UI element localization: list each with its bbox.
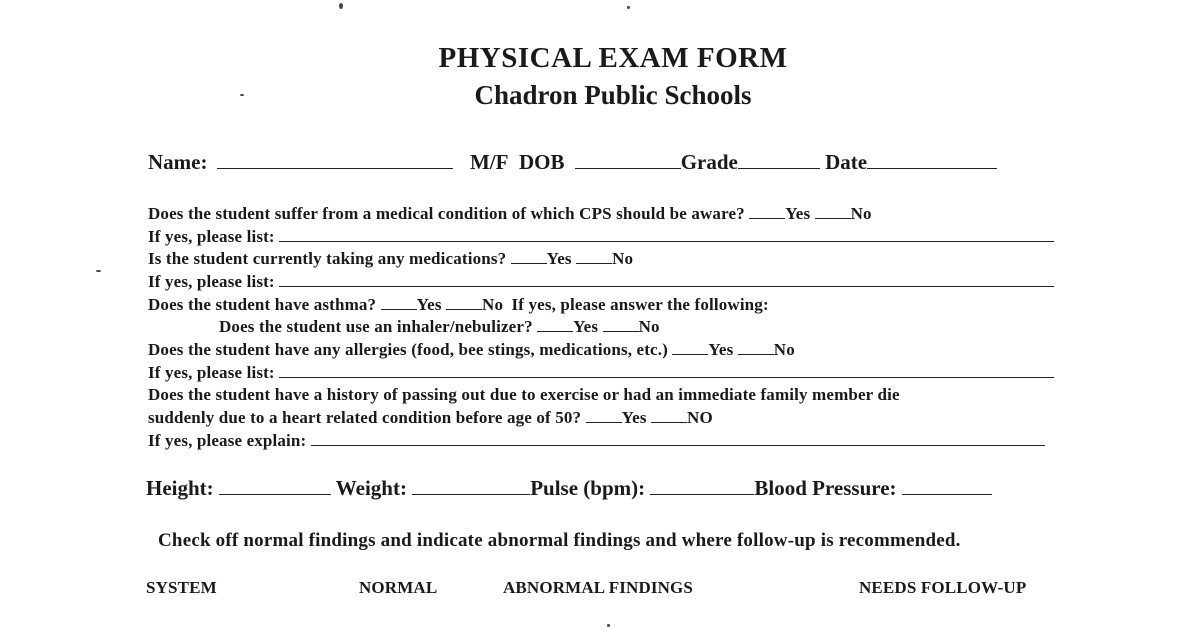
name-field[interactable]	[217, 167, 453, 169]
q3-no-blank[interactable]	[446, 308, 482, 310]
question-text: Does the student use an inhaler/nebulizer?	[219, 317, 533, 336]
school-name: Chadron Public Schools	[474, 80, 752, 110]
q2-yes-blank[interactable]	[511, 262, 547, 264]
q1-list-field[interactable]	[279, 240, 1054, 242]
yes-label: Yes	[785, 204, 811, 223]
question-text: Does the student have any allergies (food, bee stings, medications, etc.)	[148, 340, 668, 359]
q3-yes-blank[interactable]	[381, 308, 417, 310]
column-header-follow-up: NEEDS FOLLOW-UP	[859, 578, 1027, 597]
pulse-label: Pulse (bpm):	[530, 476, 646, 500]
list-line	[148, 363, 1054, 383]
no-label: No	[482, 295, 504, 314]
q5-explain-field[interactable]	[311, 444, 1045, 446]
dob-field[interactable]	[575, 167, 681, 169]
no-label: No	[612, 249, 634, 268]
q1-yes-blank[interactable]	[749, 217, 785, 219]
date-field[interactable]	[867, 167, 997, 169]
list-line	[148, 227, 1054, 247]
bp-label: Blood Pressure:	[754, 476, 897, 500]
q4-yes-blank[interactable]	[672, 353, 708, 355]
explain-label: If yes, please explain:	[148, 431, 307, 450]
q4-no-blank[interactable]	[738, 353, 774, 355]
q3a-yes-blank[interactable]	[537, 330, 573, 332]
no-label: NO	[687, 408, 713, 427]
column-header-system: SYSTEM	[146, 578, 217, 597]
yes-label: Yes	[416, 295, 442, 314]
question-inhaler	[219, 317, 660, 337]
question-medications	[148, 249, 633, 269]
dob-label: DOB	[518, 150, 565, 174]
scan-speck	[339, 3, 343, 9]
q5-no-blank[interactable]	[651, 421, 687, 423]
question-text: Does the student suffer from a medical condition of which CPS should be aware?	[148, 204, 745, 223]
scan-speck	[627, 6, 630, 9]
column-header-abnormal: ABNORMAL FINDINGS	[503, 578, 694, 597]
question-text: suddenly due to a heart related condition before age of 50?	[148, 408, 582, 427]
bp-field[interactable]	[902, 493, 992, 495]
q2-list-field[interactable]	[279, 285, 1054, 287]
yes-label: Yes	[708, 340, 734, 359]
question-text: Does the student have a history of passing out due to exercise or had an immediate family member die	[148, 385, 900, 404]
question-text: Does the student have asthma?	[148, 295, 377, 314]
identity-row	[148, 150, 997, 175]
list-line	[148, 272, 1054, 292]
vitals-row	[146, 476, 992, 501]
name-label: Name:	[148, 150, 208, 174]
question-text: Is the student currently taking any medications?	[148, 249, 507, 268]
yes-label: Yes	[546, 249, 572, 268]
question-fainting-line-2	[148, 408, 713, 428]
mf-label: M/F	[469, 150, 508, 174]
question-medical-condition	[148, 204, 872, 224]
q5-yes-blank[interactable]	[586, 421, 622, 423]
weight-label: Weight:	[335, 476, 407, 500]
question-asthma	[148, 295, 769, 315]
column-header-normal: NORMAL	[359, 578, 438, 597]
yes-label: Yes	[621, 408, 647, 427]
q4-list-field[interactable]	[279, 376, 1054, 378]
grade-label: Grade	[680, 150, 738, 174]
no-label: No	[638, 317, 660, 336]
no-label: No	[850, 204, 872, 223]
height-field[interactable]	[219, 493, 331, 495]
list-label: If yes, please list:	[148, 363, 275, 382]
yes-label: Yes	[573, 317, 599, 336]
question-allergies	[148, 340, 795, 360]
explain-line	[148, 431, 1045, 451]
list-label: If yes, please list:	[148, 272, 275, 291]
weight-field[interactable]	[412, 493, 530, 495]
q2-no-blank[interactable]	[576, 262, 612, 264]
no-label: No	[773, 340, 795, 359]
date-label: Date	[825, 150, 868, 174]
scan-speck	[96, 270, 101, 272]
q3a-no-blank[interactable]	[603, 330, 639, 332]
list-label: If yes, please list:	[148, 227, 275, 246]
followup-text: If yes, please answer the following:	[511, 295, 769, 314]
scan-speck	[607, 624, 610, 627]
q1-no-blank[interactable]	[815, 217, 851, 219]
height-label: Height:	[146, 476, 214, 500]
pulse-field[interactable]	[650, 493, 754, 495]
instructions-text: Check off normal findings and indicate abnormal findings and where follow-up is recommended.	[158, 530, 961, 551]
grade-field[interactable]	[738, 167, 820, 169]
question-fainting-line-1	[148, 385, 900, 405]
form-title: PHYSICAL EXAM FORM	[438, 42, 788, 74]
